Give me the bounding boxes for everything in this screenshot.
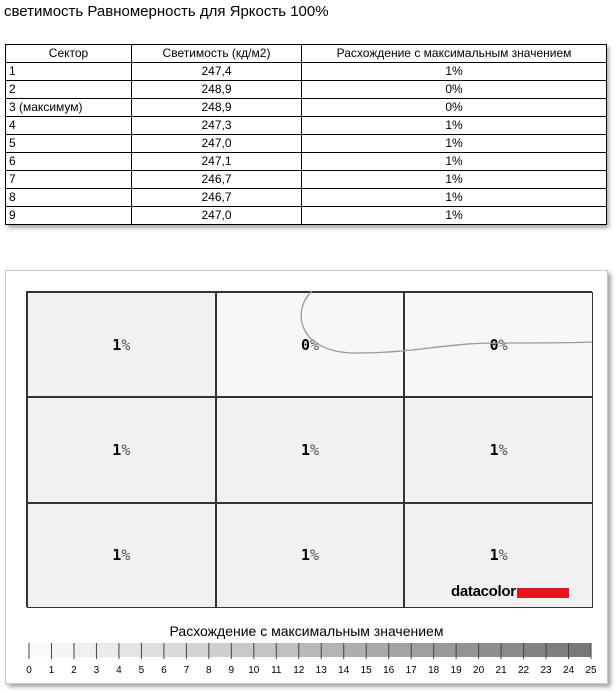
heatmap-cell [216,397,405,502]
scale-segment [321,643,343,657]
heatmap-cell [27,397,216,502]
page-title: светимость Равномерность для Яркость 100% [4,3,329,20]
scale-tick-label: 4 [116,665,122,676]
cell-value: 0 [300,335,310,354]
heatmap-cell [27,503,216,608]
luminance-cell: 246,7 [132,189,302,207]
scale-tick-label: 8 [206,665,212,676]
table-row [6,171,607,189]
scale-segment [209,643,231,657]
scale-tick-label: 23 [540,665,552,676]
cell-value: 1 [489,546,499,565]
cell-unit: % [121,335,131,354]
cell-value: 1 [112,440,122,459]
scale-tick-label: 13 [315,665,327,676]
scale-tick-label: 15 [360,665,372,676]
scale-tick-label: 17 [405,665,417,676]
scale-tick-label: 0 [26,665,32,676]
sector-cell: 8 [6,189,132,207]
scale-tick-label: 19 [450,665,462,676]
deviation-cell: 1% [302,171,607,189]
scale-segment [29,643,51,657]
cell-unit: % [309,546,320,565]
cell-value: 0 [489,335,499,354]
scale-tick-label: 22 [517,665,530,676]
cell-value: 1 [112,546,122,565]
table-row [6,135,607,153]
scale-tick-label: 20 [473,665,485,676]
sector-cell: 6 [6,153,132,171]
deviation-cell: 1% [302,189,607,207]
deviation-cell: 1% [302,207,607,225]
color-scale [24,643,597,679]
scale-tick-label: 10 [248,665,260,676]
table-row [6,189,607,207]
cell-value: 1 [112,335,122,354]
sector-cell: 7 [6,171,132,189]
luminance-cell: 248,9 [132,99,302,117]
deviation-cell: 0% [302,99,607,117]
cell-unit: % [309,335,320,354]
heatmap-cell [27,292,216,397]
scale-segment [411,643,433,657]
table-row [6,63,607,81]
scale-segment [501,643,523,657]
scale-segment [546,643,568,657]
scale-segment [96,643,118,657]
scale-tick-label: 18 [428,665,440,676]
scale-segment [141,643,163,657]
luminance-cell: 247,3 [132,117,302,135]
scale-segment [119,643,141,657]
logo-red-bar [517,588,569,598]
sector-cell: 4 [6,117,132,135]
scale-segment [366,643,388,657]
scale-segment [479,643,501,657]
scale-segment [389,643,411,657]
uniformity-figure [5,270,608,684]
scale-tick-label: 9 [228,665,235,676]
scale-tick-label: 11 [271,665,282,676]
uniformity-heatmap [26,291,592,607]
heatmap-cell [404,292,593,397]
scale-segment [276,643,298,657]
header-luminance: Светимость (кд/м2) [132,45,302,63]
scale-segment [299,643,321,657]
luminance-cell: 248,9 [132,81,302,99]
luminance-cell: 247,4 [132,63,302,81]
scale-segment [344,643,366,657]
heatmap-cell [404,397,593,502]
uniformity-table-container [5,44,606,225]
scale-tick-label: 5 [138,665,145,676]
scale-segment [186,643,208,657]
scale-tick-label: 25 [585,665,597,676]
scale-tick-label: 7 [183,665,190,676]
cell-unit: % [309,440,320,459]
scale-segment [51,643,73,657]
sector-cell: 1 [6,63,132,81]
scale-segment [524,643,546,657]
scale-segment [74,643,96,657]
header-sector: Сектор [6,45,132,63]
scale-segment [434,643,456,657]
scale-segment [456,643,478,657]
heatmap-cell [216,292,405,397]
scale-segment [164,643,186,657]
cell-unit: % [121,440,131,459]
cell-unit: % [498,440,508,459]
deviation-cell: 1% [302,135,607,153]
sector-cell: 2 [6,81,132,99]
cell-value: 1 [489,440,499,459]
scale-tick-label: 2 [71,665,77,676]
luminance-cell: 247,0 [132,135,302,153]
legend-title: Расхождение с максимальным значением [169,623,444,639]
luminance-cell: 247,0 [132,207,302,225]
table-row [6,117,607,135]
cell-unit: % [498,546,508,565]
luminance-cell: 246,7 [132,171,302,189]
deviation-cell: 1% [302,153,607,171]
scale-tick-label: 1 [48,665,55,676]
uniformity-table [5,44,607,225]
cell-value: 1 [300,440,310,459]
scale-tick-label: 6 [161,665,167,676]
cell-value: 1 [300,546,310,565]
datacolor-logo [451,583,569,600]
cell-unit: % [121,546,131,565]
scale-tick-label: 21 [495,665,507,676]
logo-text: datacolor [451,583,516,600]
scale-tick-label: 16 [383,665,395,676]
luminance-cell: 247,1 [132,153,302,171]
scale-tick-label: 14 [338,665,350,676]
scale-tick-label: 12 [293,665,305,676]
sector-cell: 5 [6,135,132,153]
table-row [6,207,607,225]
scale-tick-label: 24 [562,665,575,676]
deviation-cell: 0% [302,81,607,99]
scale-segment [569,643,591,657]
scale-tick-label: 3 [93,665,100,676]
sector-cell: 9 [6,207,132,225]
header-deviation: Расхождение с максимальным значением [302,45,607,63]
scale-segment [231,643,253,657]
deviation-cell: 1% [302,117,607,135]
table-row [6,99,607,117]
deviation-cell: 1% [302,63,607,81]
sector-cell: 3 (максимум) [6,99,132,117]
table-row [6,81,607,99]
heatmap-cell [216,503,405,608]
table-header-row [6,45,607,63]
table-row [6,153,607,171]
cell-unit: % [498,335,508,354]
scale-segment [254,643,276,657]
